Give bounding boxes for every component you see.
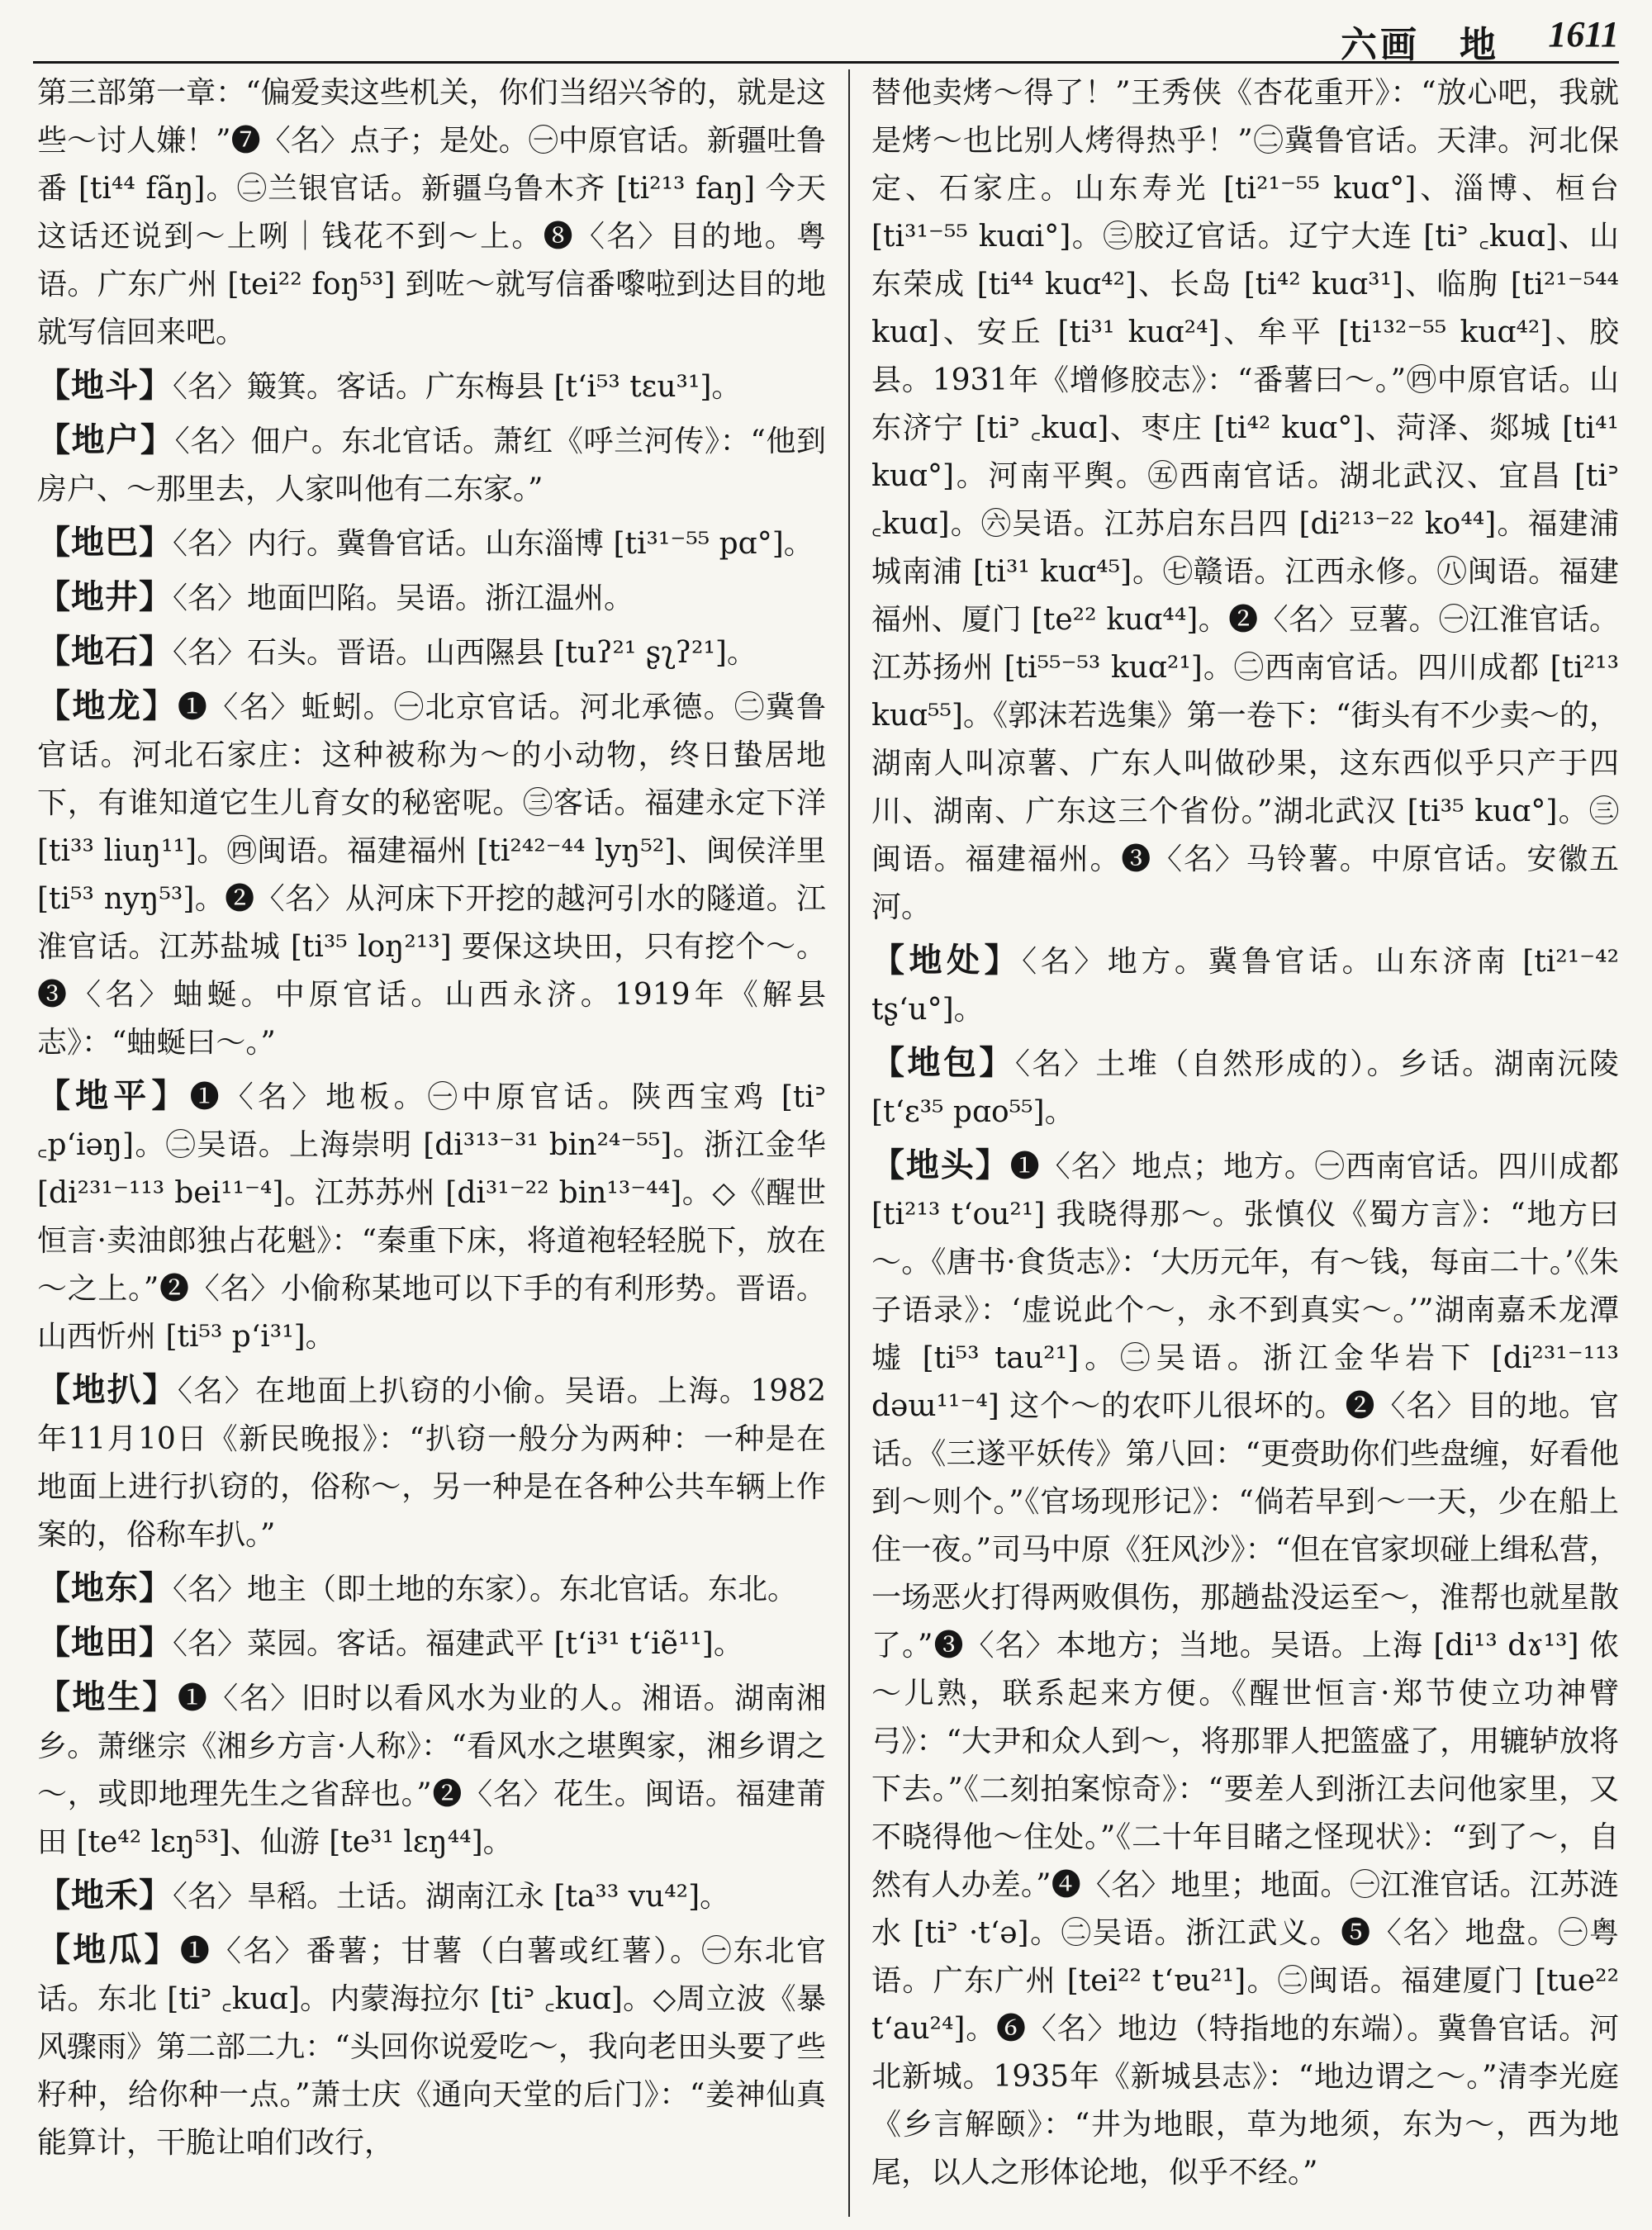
dictionary-entry — [871, 1039, 1619, 1136]
entry-definition: 〈名〉地主（即土地的东家）。东北官话。东北。 — [173, 1573, 798, 1606]
entry-definition: 〈名〉地面凹陷。吴语。浙江温州。 — [173, 581, 634, 615]
entry-definition: ❶〈名〉地点；地方。㊀西南官话。四川成都 [ti²¹³ tʻou²¹] 我晓得那～。张慎仪《蜀方言》：“地方曰～。《唐书·食货志》：‘大历元年，有～钱，每亩二十。’《朱子语录》：‘虚说此个～，永不到真实～。’”湖南嘉禾龙潭墟 [ti⁵³ tau²¹]。㊁吴语。浙江金华岩下 [di²³¹⁻¹¹³ dəɯ¹¹⁻⁴] 这个～的农吓儿很坏的。❷〈名〉目的地。官话。《三遂平妖传》第八回：“更赍助你们些盘缠，好看他到～则个。”《官场现形记》：“倘若早到～一天，少在船上住一夜。”司马中原《狂风沙》：“但在官家坝碰上缉私营，一场恶火打得两败俱伤，那趟盐没运至～，淮帮也就星散了。”❸〈名〉本地方；当地。吴语。上海 [di¹³ dɤ¹³] 侬～儿熟，联系起来方便。《醒世恒言·郑节使立功神臂弓》：“大尹和众人到～，将那罪人把篮盛了，用辘轳放将下去。”《二刻拍案惊奇》：“要差人到浙江去问他家里，又不晓得他～住处。”《二十年目睹之怪现状》：“到了～，自然有人办差。”❹〈名〉地里；地面。㊀江淮官话。江苏涟水 [tiᐣ ·tʻə]。㊁吴语。浙江武义。❺〈名〉地盘。㊀粤语。广东广州 [tei²² tʻɐu²¹]。㊁闽语。福建厦门 [tue²² tʻau²⁴]。❻〈名〉地边（特指地的东端）。冀鲁官话。河北新城。1935年《新城县志》：“地边谓之～。”清李光庭《乡言解颐》：“井为地眼，草为地须，东为～，西为地尾，以人之形体论地，似乎不经。” — [871, 1150, 1619, 2190]
dictionary-entry — [37, 1872, 826, 1921]
header-rule — [33, 61, 1619, 64]
dictionary-entry — [37, 682, 826, 1067]
dictionary-entry — [37, 416, 826, 514]
entry-headword: 【地处】 — [871, 941, 1023, 980]
dictionary-entry — [37, 362, 826, 411]
continued-text — [871, 69, 1619, 932]
entry-definition: 〈名〉簸箕。客话。广东梅县 [tʻi⁵³ tɛu³¹]。 — [173, 370, 742, 404]
entry-definition: 替他卖烤～得了！”王秀侠《杏花重开》：“放心吧，我就是烤～也比别人烤得热乎！”㊁冀鲁官话。天津。河北保定、石家庄。山东寿光 [ti²¹⁻⁵⁵ kuɑ°]、淄博、桓台 [ti³¹⁻⁵⁵ kuɑi°]。㊂胶辽官话。辽宁大连 [tiᐣ ꜀kuɑ]、山东荣成 [ti⁴⁴ kuɑ⁴²]、长岛 [ti⁴² kuɑ³¹]、临朐 [ti²¹⁻⁵⁴⁴ kuɑ]、安丘 [ti³¹ kuɑ²⁴]、牟平 [ti¹³²⁻⁵⁵ kuɑ⁴²]、胶县。1931年《增修胶志》：“番薯曰～。”㊃中原官话。山东济宁 [tiᐣ ꜀kuɑ]、枣庄 [ti⁴² kuɑ°]、菏泽、郯城 [ti⁴¹ kuɑ°]。河南平舆。㊄西南官话。湖北武汉、宜昌 [tiᐣ ꜀kuɑ]。㊅吴语。江苏启东吕四 [di²¹³⁻²² ko⁴⁴]。福建浦城南浦 [ti³¹ kuɑ⁴⁵]。㊆赣语。江西永修。㊇闽语。福建福州、厦门 [te²² kuɑ⁴⁴]。❷〈名〉豆薯。㊀江淮官话。江苏扬州 [ti⁵⁵⁻⁵³ kuɑ²¹]。㊁西南官话。四川成都 [ti²¹³ kuɑ⁵⁵]。《郭沫若选集》第一卷下：“街头有不少卖～的，湖南人叫凉薯、广东人叫做砂果，这东西似乎只产于四川、湖南、广东这三个省份。”湖北武汉 [ti³⁵ kuɑ°]。㊂闽语。福建福州。❸〈名〉马铃薯。中原官话。安徽五河。 — [871, 76, 1619, 924]
dictionary-entry — [37, 1619, 826, 1668]
entry-headword: 【地田】 — [37, 1623, 173, 1662]
entry-definition: ❶〈名〉番薯；甘薯（白薯或红薯）。㊀东北官话。东北 [tiᐣ ꜀kuɑ]。内蒙海拉尔 [tiᐣ ꜀kuɑ]。◇周立波《暴风骤雨》第二部二九：“头回你说爱吃～，我向老田头要了些籽种，给你种一点。”萧士庆《通向天堂的后门》：“姜神仙真能算计，干脆让咱们改行， — [37, 1934, 826, 2160]
dictionary-entry — [37, 628, 826, 677]
entry-definition: 〈名〉土堆（自然形成的）。乡话。湖南沅陵 [tʻɛ³⁵ pɑo⁵⁵]。 — [871, 1047, 1619, 1129]
entry-definition: ❶〈名〉蚯蚓。㊀北京官话。河北承德。㊁冀鲁官话。河北石家庄：这种被称为～的小动物，终日蛰居地下，有谁知道它生儿育女的秘密呢。㊂客话。福建永定下洋 [ti³³ liuŋ¹¹]。㊃闽语。福建福州 [ti²⁴²⁻⁴⁴ lyŋ⁵²]、闽侯洋里 [ti⁵³ nyŋ⁵³]。❷〈名〉从河床下开挖的越河引水的隧道。江淮官话。江苏盐城 [ti³⁵ loŋ²¹³] 要保这块田，只有挖个～。❸〈名〉蚰蜒。中原官话。山西永济。1919年《解县志》：“蚰蜒曰～。” — [37, 690, 826, 1060]
entry-headword: 【地禾】 — [37, 1876, 173, 1914]
entry-headword: 【地瓜】 — [37, 1930, 180, 1969]
entry-headword: 【地龙】 — [37, 686, 178, 725]
page-number: 1611 — [1548, 14, 1619, 55]
entry-definition: ❶〈名〉旧时以看风水为业的人。湘语。湖南湘乡。萧继宗《湘乡方言·人称》：“看风水之堪舆家，湘乡谓之～，或即地理先生之省辞也。”❷〈名〉花生。闽语。福建莆田 [te⁴² lɛŋ⁵³]、仙游 [te³¹ lɛŋ⁴⁴]。 — [37, 1682, 826, 1859]
dictionary-entry — [37, 1926, 826, 2167]
dictionary-entry — [37, 519, 826, 568]
section-title: 六画 地 — [1341, 24, 1499, 66]
page-header — [0, 0, 1652, 66]
entry-definition: 〈名〉石头。晋语。山西隰县 [tuʔ²¹ ʂʅʔ²¹]。 — [173, 636, 757, 670]
continued-text — [37, 69, 826, 357]
entry-headword: 【地户】 — [37, 420, 175, 459]
entry-headword: 【地头】 — [871, 1146, 1010, 1184]
entry-headword: 【地扒】 — [37, 1370, 178, 1409]
entry-headword: 【地巴】 — [37, 523, 173, 562]
entry-definition: 〈名〉佃户。东北官话。萧红《呼兰河传》：“他到房户、～那里去，人家叫他有二东家。” — [37, 425, 826, 506]
dictionary-entry — [871, 937, 1619, 1034]
dictionary-entry — [871, 1141, 1619, 2197]
dictionary-entry — [37, 1564, 826, 1614]
dictionary-entry — [37, 1366, 826, 1559]
entry-headword: 【地东】 — [37, 1568, 173, 1607]
left-column — [37, 69, 826, 2217]
entry-headword: 【地平】 — [37, 1076, 190, 1115]
column-divider — [848, 69, 850, 2217]
right-column — [871, 69, 1619, 2217]
entry-headword: 【地石】 — [37, 632, 173, 671]
entry-headword: 【地井】 — [37, 577, 173, 616]
dictionary-entry — [37, 1673, 826, 1867]
entry-definition: 〈名〉菜园。客话。福建武平 [tʻi³¹ tʻiẽ¹¹]。 — [173, 1627, 743, 1661]
dictionary-entry — [37, 573, 826, 623]
entry-definition: ❶〈名〉地板。㊀中原官话。陕西宝鸡 [tiᐣ ꜀pʻiəŋ]。㊁吴语。上海崇明 [di³¹³⁻³¹ bin²⁴⁻⁵⁵]。浙江金华 [di²³¹⁻¹¹³ bei¹¹⁻⁴]。江苏苏州 [di³¹⁻²² bin¹³⁻⁴⁴]。◇《醒世恒言·卖油郎独占花魁》：“秦重下床，将道袍轻轻脱下，放在～之上。”❷〈名〉小偷称某地可以下手的有利形势。晋语。山西忻州 [ti⁵³ pʻi³¹]。 — [37, 1080, 826, 1354]
entry-definition: 〈名〉内行。冀鲁官话。山东淄博 [ti³¹⁻⁵⁵ pɑ°]。 — [173, 527, 814, 561]
entry-headword: 【地包】 — [871, 1043, 1015, 1082]
entry-definition: 第三部第一章：“偏爱卖这些机关，你们当绍兴爷的，就是这些～讨人嫌！”❼〈名〉点子；是处。㊀中原官话。新疆吐鲁番 [ti⁴⁴ fãŋ]。㊁兰银官话。新疆乌鲁木齐 [ti²¹³ faŋ] 今天这话还说到～上咧｜钱花不到～上。❽〈名〉目的地。粤语。广东广州 [tei²² foŋ⁵³] 到咗～就写信番嚟啦到达目的地就写信回来吧。 — [37, 76, 826, 349]
entry-definition: 〈名〉在地面上扒窃的小偷。吴语。上海。1982年11月10日《新民晚报》：“扒窃一般分为两种：一种是在地面上进行扒窃的，俗称～，另一种是在各种公共车辆上作案的，俗称车扒。” — [37, 1374, 826, 1552]
entry-headword: 【地生】 — [37, 1677, 178, 1716]
dictionary-entry — [37, 1072, 826, 1361]
entry-definition: 〈名〉地方。冀鲁官话。山东济南 [ti²¹⁻⁴² tʂʻu°]。 — [871, 945, 1619, 1027]
entry-headword: 【地斗】 — [37, 366, 173, 405]
entry-definition: 〈名〉旱稻。土话。湖南江永 [ta³³ vu⁴²]。 — [173, 1880, 730, 1914]
